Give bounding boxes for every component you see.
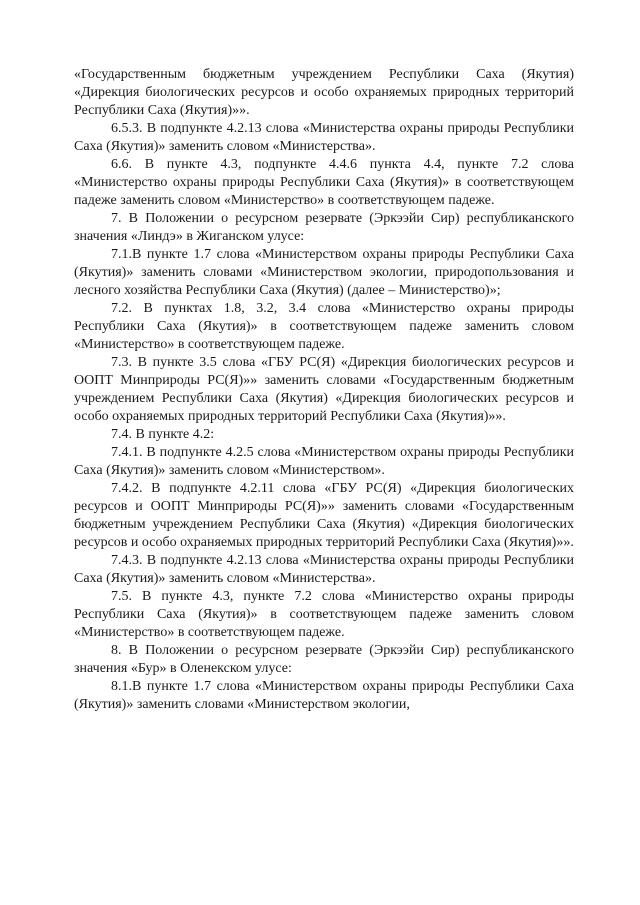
document-page	[74, 66, 574, 714]
paragraph-7-2: 7.2. В пунктах 1.8, 3.2, 3.4 слова «Министерство охраны природы Республики Саха (Якутия)» в соответствующем падеже заменить словом «Министерство» в соответствующем падеже.	[74, 301, 574, 352]
paragraph-7-4-1: 7.4.1. В подпункте 4.2.5 слова «Министерством охраны природы Республики Саха (Якутия)» заменить словом «Министерством».	[74, 445, 574, 478]
paragraph-continuation: «Государственным бюджетным учреждением Республики Саха (Якутия) «Дирекция биологических ресурсов и особо охраняемых природных территорий Республики Саха (Якутия)»».	[74, 67, 574, 118]
paragraph-7-5: 7.5. В пункте 4.3, пункте 7.2 слова «Министерство охраны природы Республики Саха (Якутия)» в соответствующем падеже заменить словом «Министерство» в соответствующем падеже.	[74, 589, 574, 640]
paragraph-7-4-2: 7.4.2. В подпункте 4.2.11 слова «ГБУ РС(Я) «Дирекция биологических ресурсов и ООПТ Минприроды РС(Я)»» заменить словами «Государственным бюджетным учреждением Республики Саха (Якутия) «Дирекция биологических ресурсов и особо охраняемых природных территорий Республики Саха (Якутия)»».	[74, 481, 574, 550]
paragraph-7-3: 7.3. В пункте 3.5 слова «ГБУ РС(Я) «Дирекция биологических ресурсов и ООПТ Минприроды РС(Я)»» заменить словами «Государственным бюджетным учреждением Республики Саха (Якутия) «Дирекция биологических ресурсов и особо охраняемых природных территорий Республики Саха (Якутия)»».	[74, 355, 574, 424]
paragraph-7-1: 7.1.В пункте 1.7 слова «Министерством охраны природы Республики Саха (Якутия)» заменить словами «Министерством экологии, природопользования и лесного хозяйства Республики Саха (Якутия) (далее – Министерство)»;	[74, 247, 574, 298]
paragraph-7-4: 7.4. В пункте 4.2:	[111, 427, 215, 442]
paragraph-8-1: 8.1.В пункте 1.7 слова «Министерством охраны природы Республики Саха (Якутия)» заменить словами «Министерством экологии,	[74, 679, 574, 712]
paragraph-8: 8. В Положении о ресурсном резервате (Эркээйи Сир) республиканского значения «Бур» в Оленекском улусе:	[74, 643, 574, 676]
paragraph-7: 7. В Положении о ресурсном резервате (Эркээйи Сир) республиканского значения «Линдэ» в Жиганском улусе:	[74, 211, 574, 244]
paragraph-7-4-3: 7.4.3. В подпункте 4.2.13 слова «Министерства охраны природы Республики Саха (Якутия)» заменить словом «Министерства».	[74, 553, 574, 586]
paragraph-6-5-3: 6.5.3. В подпункте 4.2.13 слова «Министерства охраны природы Республики Саха (Якутия)» заменить словом «Министерства».	[74, 121, 574, 154]
paragraph-6-6: 6.6. В пункте 4.3, подпункте 4.4.6 пункта 4.4, пункте 7.2 слова «Министерство охраны природы Республики Саха (Якутия)» в соответствующем падеже заменить словом «Министерство» в соответствующем падеже.	[74, 157, 574, 208]
